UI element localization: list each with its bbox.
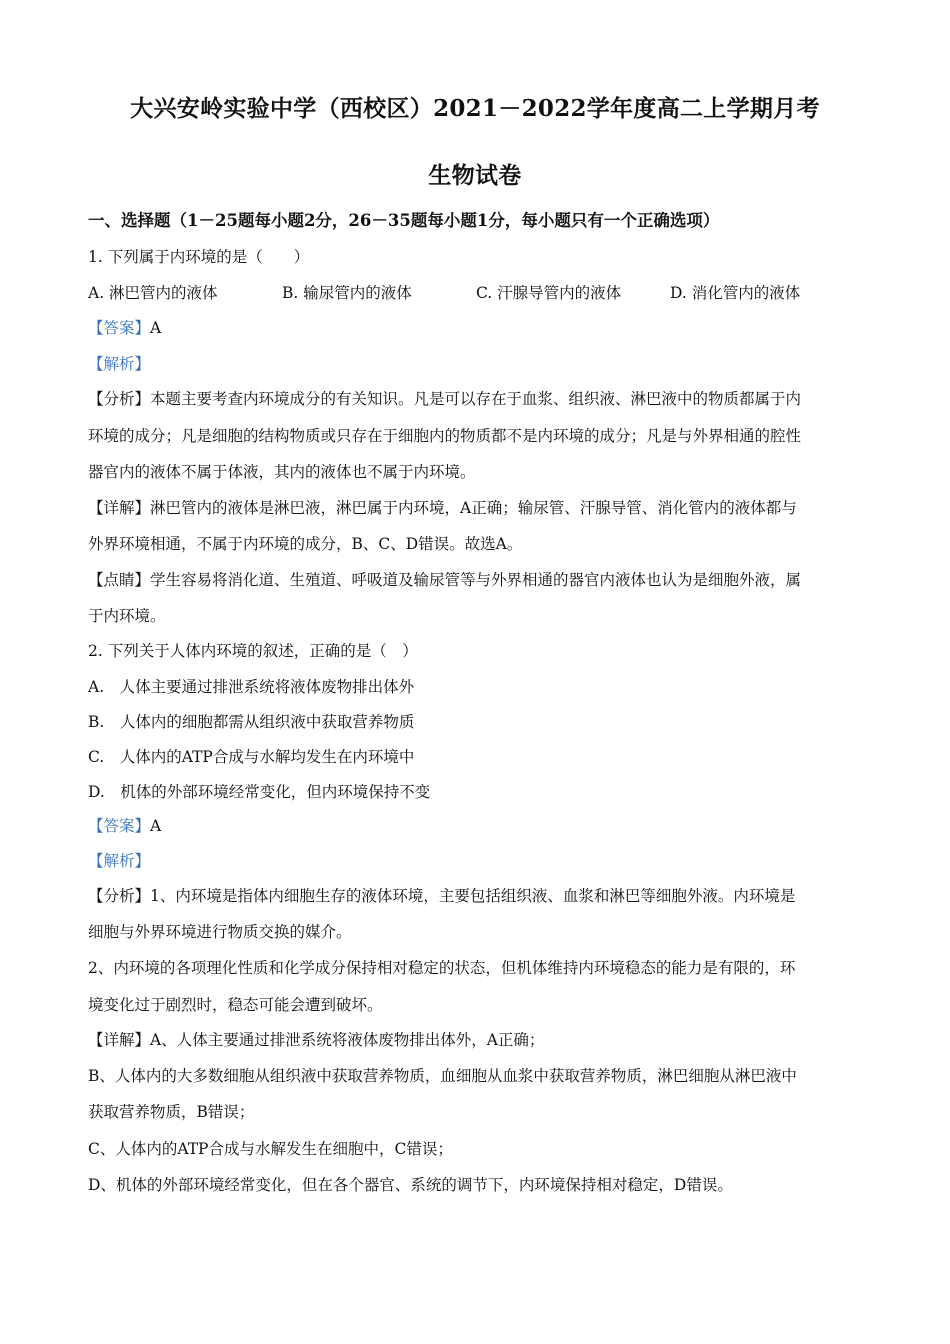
section-heading: 一、选择题（1－25题每小题2分，26－35题每小题1分，每小题只有一个正确选项） bbox=[88, 211, 720, 230]
q1-answer bbox=[88, 317, 878, 339]
q2-detail-line: D、机体的外部环境经常变化，但在各个器官、系统的调节下，内环境保持相对稳定，D错误。 bbox=[88, 1176, 733, 1194]
q1-fenxi-line: 环境的成分；凡是细胞的结构物质或只存在于细胞内的物质都不是内环境的成分；凡是与外界相通的腔性 bbox=[88, 427, 802, 445]
q1-option-c: C. 汗腺导管内的液体 bbox=[476, 284, 622, 302]
q2-option-c: C. 人体内的ATP合成与水解均发生在内环境中 bbox=[88, 748, 415, 766]
q1-fenxi-line: 【分析】本题主要考查内环境成分的有关知识。凡是可以存在于血浆、组织液、淋巴液中的物质都属于内 bbox=[88, 390, 802, 408]
q2-detail-line: 【详解】A、人体主要通过排泄系统将液体废物排出体外，A正确； bbox=[88, 1031, 545, 1049]
q1-option-b: B. 输尿管内的液体 bbox=[282, 284, 412, 302]
q1-detail-line: 外界环境相通，不属于内环境的成分，B、C、D错误。故选A。 bbox=[88, 535, 523, 553]
q1-option-d: D. 消化管内的液体 bbox=[670, 284, 801, 302]
answer-tag: 【答案】 bbox=[88, 319, 151, 337]
exam-title: 大兴安岭实验中学（西校区）2021－2022学年度高二上学期月考 bbox=[130, 95, 820, 122]
answer-tag: 【答案】 bbox=[88, 817, 151, 835]
q1-detail-line: 【详解】淋巴管内的液体是淋巴液，淋巴属于内环境，A正确；输尿管、汗腺导管、消化管内的液体都与 bbox=[88, 499, 797, 517]
q2-analysis-tag: 【解析】 bbox=[88, 852, 151, 870]
q1-stem: 1. 下列属于内环境的是（ ） bbox=[88, 248, 310, 266]
q1-analysis-tag: 【解析】 bbox=[88, 355, 151, 373]
answer-value: A bbox=[150, 319, 162, 337]
q2-fenxi-line: 2、内环境的各项理化性质和化学成分保持相对稳定的状态，但机体维持内环境稳态的能力是有限的，环 bbox=[88, 959, 796, 977]
q1-tip-line: 于内环境。 bbox=[88, 607, 166, 625]
q2-fenxi-line: 境变化过于剧烈时，稳态可能会遭到破坏。 bbox=[88, 996, 383, 1014]
q2-detail-line: C、人体内的ATP合成与水解发生在细胞中，C错误； bbox=[88, 1140, 453, 1158]
q1-tip-line: 【点睛】学生容易将消化道、生殖道、呼吸道及输尿管等与外界相通的器官内液体也认为是细胞外液，属 bbox=[88, 571, 802, 589]
q2-fenxi-line: 细胞与外界环境进行物质交换的媒介。 bbox=[88, 923, 352, 941]
exam-subtitle: 生物试卷 bbox=[428, 162, 522, 189]
q1-option-a: A. 淋巴管内的液体 bbox=[88, 284, 218, 302]
q2-answer bbox=[88, 815, 878, 837]
q2-stem: 2. 下列关于人体内环境的叙述，正确的是（ ） bbox=[88, 642, 418, 660]
q2-fenxi-line: 【分析】1、内环境是指体内细胞生存的液体环境，主要包括组织液、血浆和淋巴等细胞外液。内环境是 bbox=[88, 887, 796, 905]
q2-detail-line: B、人体内的大多数细胞从组织液中获取营养物质，血细胞从血浆中获取营养物质，淋巴细胞从淋巴液中 bbox=[88, 1067, 797, 1085]
q2-option-a: A. 人体主要通过排泄系统将液体废物排出体外 bbox=[88, 678, 415, 696]
q2-option-b: B. 人体内的细胞都需从组织液中获取营养物质 bbox=[88, 713, 415, 731]
q2-option-d: D. 机体的外部环境经常变化，但内环境保持不变 bbox=[88, 783, 431, 801]
answer-value: A bbox=[150, 817, 162, 835]
q1-fenxi-line: 器官内的液体不属于体液，其内的液体也不属于内环境。 bbox=[88, 463, 476, 481]
q2-detail-line: 获取营养物质，B错误； bbox=[88, 1103, 255, 1121]
